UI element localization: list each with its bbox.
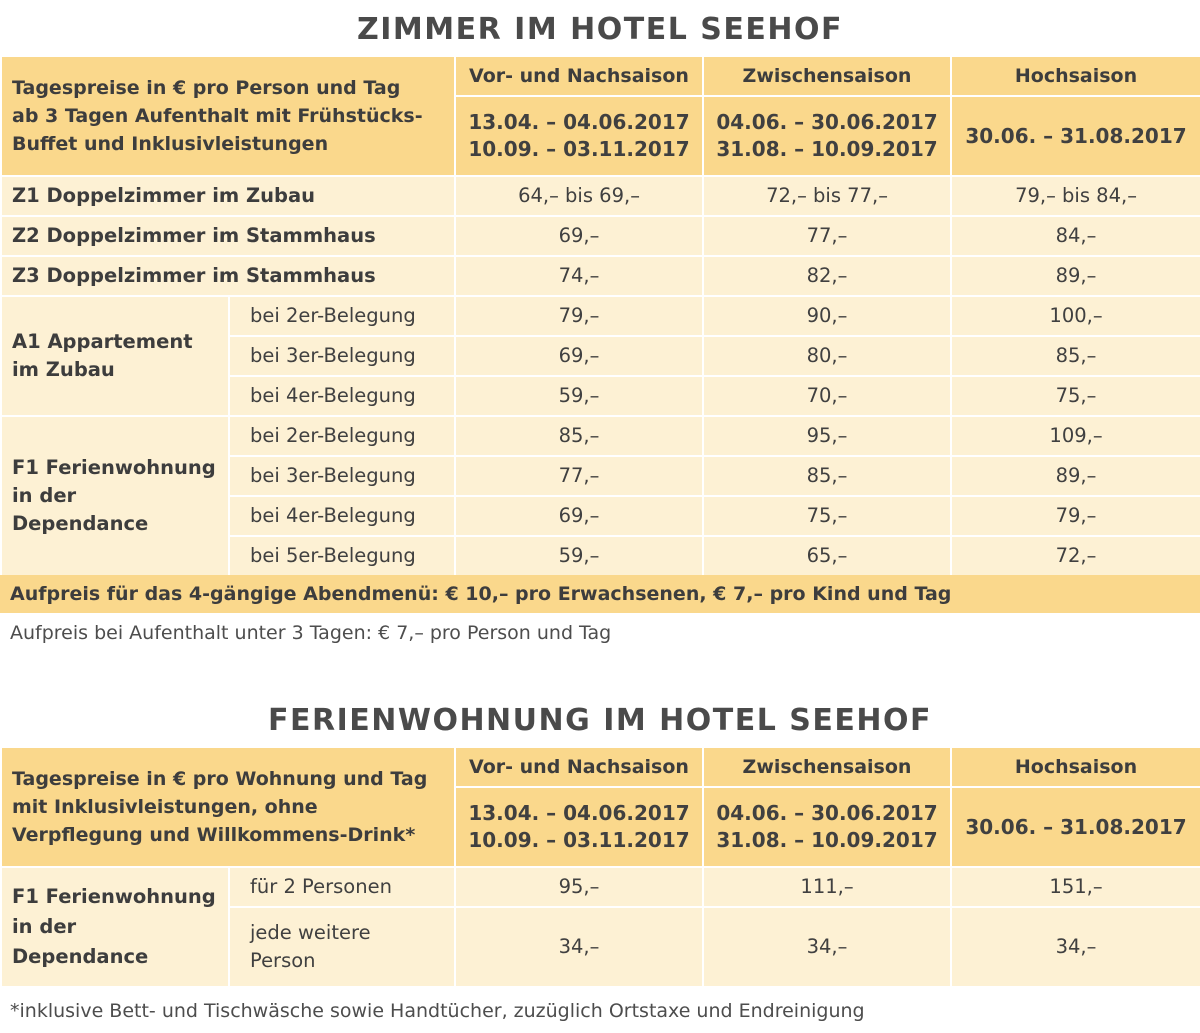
price-cell: 75,– [951, 376, 1200, 416]
season-header-mid: Zwischensaison [703, 747, 951, 787]
occupancy-label: bei 3er-Belegung [229, 456, 455, 496]
occupancy-label: jede weitere Person [229, 907, 455, 987]
table-row [1, 867, 1200, 907]
occupancy-label: bei 2er-Belegung [229, 416, 455, 456]
season-header-high: Hochsaison [951, 747, 1200, 787]
price-cell: 77,– [703, 216, 951, 256]
price-cell: 34,– [455, 907, 703, 987]
apartment-price-table [0, 746, 1200, 988]
price-cell: 69,– [455, 216, 703, 256]
season-header-high: Hochsaison [951, 56, 1200, 96]
season-dates-mid: 04.06. – 30.06.2017 31.08. – 10.09.2017 [703, 787, 951, 867]
price-cell: 95,– [703, 416, 951, 456]
room-price-table [0, 55, 1200, 577]
price-cell: 69,– [455, 496, 703, 536]
occupancy-label: bei 4er-Belegung [229, 496, 455, 536]
season-dates-high: 30.06. – 31.08.2017 [951, 96, 1200, 176]
room-label: Z3 Doppelzimmer im Stammhaus [1, 256, 455, 296]
price-cell: 109,– [951, 416, 1200, 456]
price-cell: 72,– [951, 536, 1200, 576]
price-cell: 79,– [951, 496, 1200, 536]
price-cell: 100,– [951, 296, 1200, 336]
ferienwohnung-label: F1 Ferienwohnung in der Dependance [1, 416, 229, 576]
price-cell: 74,– [455, 256, 703, 296]
season-dates-mid: 04.06. – 30.06.2017 31.08. – 10.09.2017 [703, 96, 951, 176]
price-cell: 95,– [455, 867, 703, 907]
price-cell: 111,– [703, 867, 951, 907]
occupancy-label: bei 3er-Belegung [229, 336, 455, 376]
room-label: Z1 Doppelzimmer im Zubau [1, 176, 455, 216]
apartment-label: A1 Appartement im Zubau [1, 296, 229, 416]
season-dates-high: 30.06. – 31.08.2017 [951, 787, 1200, 867]
price-cell: 80,– [703, 336, 951, 376]
season-header-pre-post: Vor- und Nachsaison [455, 747, 703, 787]
price-cell: 90,– [703, 296, 951, 336]
price-cell: 79,– bis 84,– [951, 176, 1200, 216]
price-cell: 69,– [455, 336, 703, 376]
price-cell: 85,– [951, 336, 1200, 376]
occupancy-label: bei 2er-Belegung [229, 296, 455, 336]
price-cell: 151,– [951, 867, 1200, 907]
table-row [1, 216, 1200, 256]
section1-title: ZIMMER IM HOTEL SEEHOF [357, 12, 843, 47]
table-header-label: Tagespreise in € pro Person und Tag ab 3 Tagen Aufenthalt mit Frühstücks-Buffet und Inklusivleistungen [1, 56, 455, 176]
season-header-mid: Zwischensaison [703, 56, 951, 96]
table-row [1, 296, 1200, 336]
occupancy-label: für 2 Personen [229, 867, 455, 907]
price-cell: 85,– [455, 416, 703, 456]
table-row [1, 256, 1200, 296]
price-cell: 59,– [455, 536, 703, 576]
price-cell: 89,– [951, 456, 1200, 496]
season-dates-pre-post: 13.04. – 04.06.2017 10.09. – 03.11.2017 [455, 787, 703, 867]
price-cell: 85,– [703, 456, 951, 496]
table-row [1, 416, 1200, 456]
section2-title: FERIENWOHNUNG IM HOTEL SEEHOF [268, 703, 932, 738]
dinner-surcharge-band: Aufpreis für das 4-gängige Abendmenü: € 10,– pro Erwachsenen, € 7,– pro Kind und Tag [0, 575, 1200, 613]
footnote: *inklusive Bett- und Tischwäsche sowie Handtücher, zuzüglich Ortstaxe und Endreinigung [10, 1000, 865, 1022]
price-cell: 59,– [455, 376, 703, 416]
price-cell: 34,– [703, 907, 951, 987]
short-stay-surcharge-note: Aufpreis bei Aufenthalt unter 3 Tagen: € 7,– pro Person und Tag [10, 622, 612, 644]
price-cell: 64,– bis 69,– [455, 176, 703, 216]
room-label: Z2 Doppelzimmer im Stammhaus [1, 216, 455, 256]
price-cell: 82,– [703, 256, 951, 296]
price-cell: 70,– [703, 376, 951, 416]
season-header-pre-post: Vor- und Nachsaison [455, 56, 703, 96]
price-cell: 75,– [703, 496, 951, 536]
price-cell: 34,– [951, 907, 1200, 987]
occupancy-label: bei 5er-Belegung [229, 536, 455, 576]
price-cell: 65,– [703, 536, 951, 576]
occupancy-label: bei 4er-Belegung [229, 376, 455, 416]
price-cell: 89,– [951, 256, 1200, 296]
price-cell: 84,– [951, 216, 1200, 256]
unit-label: F1 Ferienwohnung in der Dependance [1, 867, 229, 987]
table-row [1, 176, 1200, 216]
price-cell: 77,– [455, 456, 703, 496]
table-header-label: Tagespreise in € pro Wohnung und Tag mit Inklusivleistungen, ohne Verpflegung und Willkommens-Drink* [1, 747, 455, 867]
season-dates-pre-post: 13.04. – 04.06.2017 10.09. – 03.11.2017 [455, 96, 703, 176]
price-cell: 72,– bis 77,– [703, 176, 951, 216]
price-cell: 79,– [455, 296, 703, 336]
